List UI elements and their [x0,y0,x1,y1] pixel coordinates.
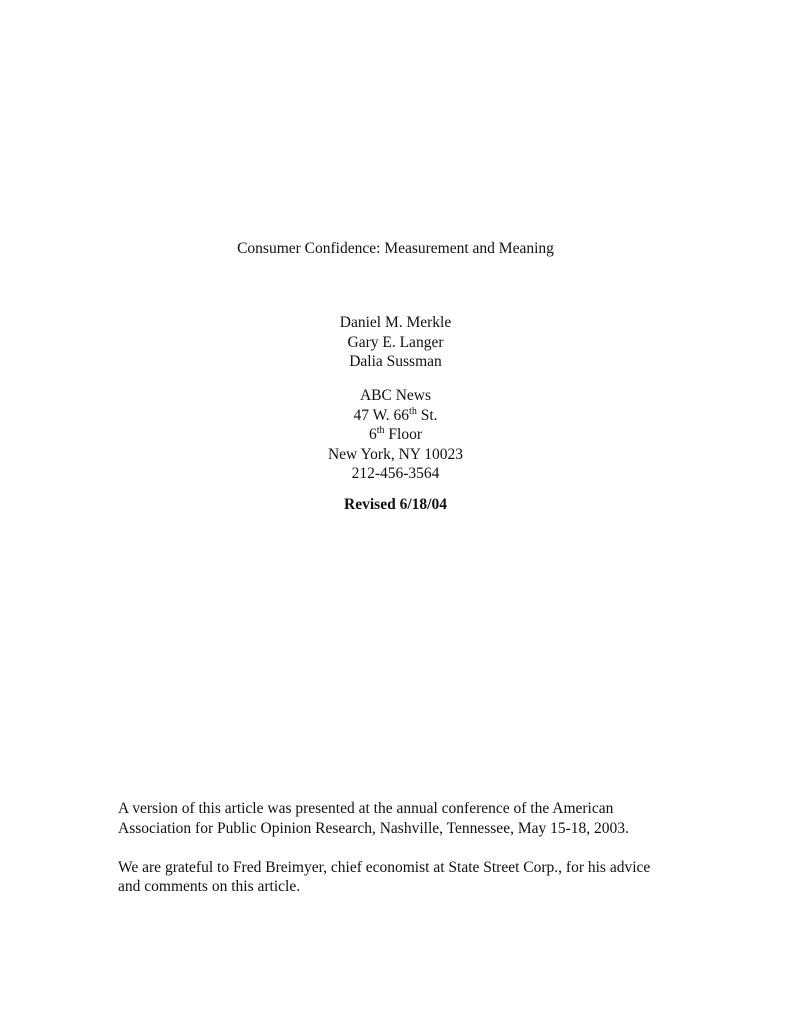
phone-number: 212-456-3564 [351,465,440,482]
street-address [0,406,791,426]
acknowledgement-note [118,858,718,897]
author-list [0,313,791,372]
street-suffix: St. [416,406,438,424]
ordinal-suffix: th [409,405,417,417]
floor-label: Floor [384,426,422,443]
ordinal-suffix: th [376,425,385,436]
author-name: Dalia Sussman [349,353,442,370]
note-line: and comments on this article. [118,878,301,895]
street-number: 47 W. 66 [353,406,410,424]
paper-title: Consumer Confidence: Measurement and Meaning [237,240,554,257]
note-line: We are grateful to Fred Breimyer, chief economist at State Street Corp., for his advice [118,858,651,876]
revision-date: Revised 6/18/04 [344,496,447,513]
floor [0,425,791,445]
author-name: Gary E. Langer [347,333,444,351]
footnotes [118,799,718,916]
floor-number: 6 [369,426,377,443]
organization: ABC News [359,387,432,404]
note-line: A version of this article was presented at the annual conference of the American [118,800,614,817]
author-name: Daniel M. Merkle [339,314,452,331]
note-line: Association for Public Opinion Research, Nashville, Tennessee, May 15-18, 2003. [118,819,629,837]
city-state-zip: New York, NY 10023 [327,445,464,463]
presentation-note [118,799,718,838]
affiliation-address [0,386,791,484]
